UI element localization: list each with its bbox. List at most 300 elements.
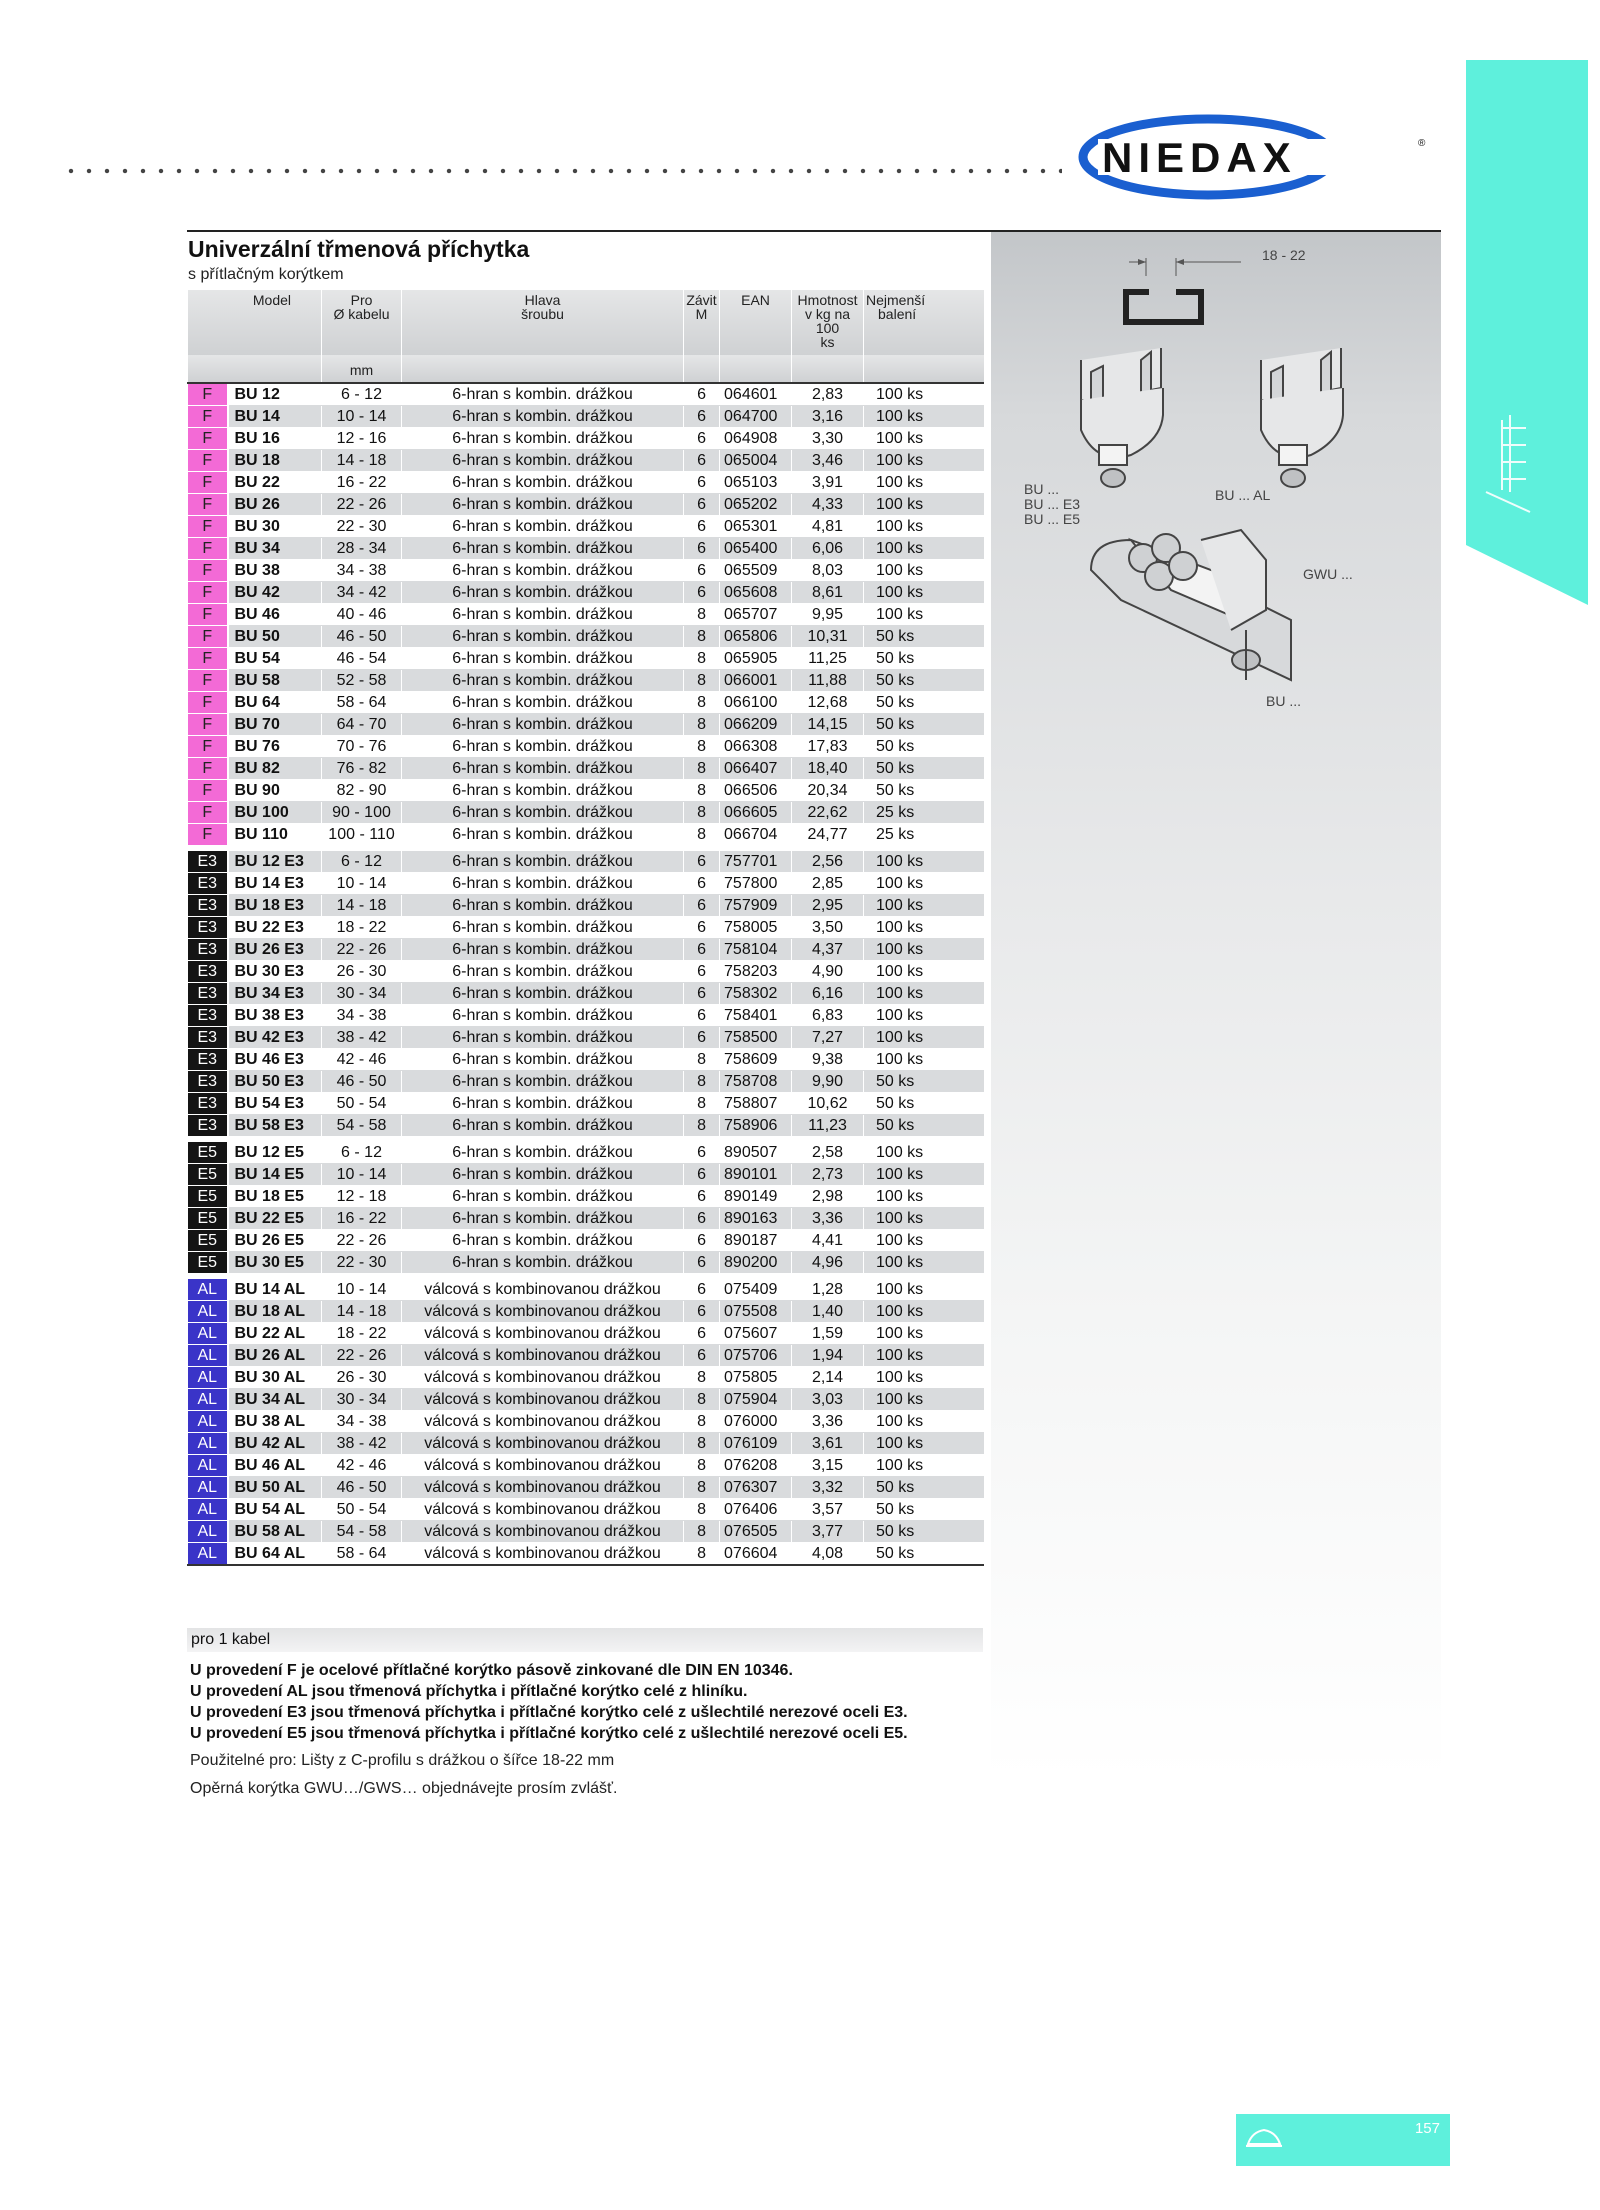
kabel-cell: 10 - 14	[322, 873, 402, 895]
hmotnost-cell: 3,36	[792, 1411, 864, 1433]
baleni-cell: 25 ks	[864, 824, 984, 849]
baleni-cell: 100 ks	[864, 848, 984, 873]
baleni-cell: 50 ks	[864, 1071, 984, 1093]
kabel-cell: 14 - 18	[322, 450, 402, 472]
zavit-cell: 6	[684, 406, 720, 428]
kabel-cell: 70 - 76	[322, 736, 402, 758]
ean-cell: 065608	[720, 582, 792, 604]
baleni-cell: 100 ks	[864, 983, 984, 1005]
hmotnost-cell: 2,58	[792, 1139, 864, 1164]
zavit-cell: 6	[684, 1164, 720, 1186]
hlava-cell: 6-hran s kombin. drážkou	[402, 1027, 684, 1049]
ean-cell: 066407	[720, 758, 792, 780]
ean-cell: 890187	[720, 1230, 792, 1252]
zavit-cell: 8	[684, 1049, 720, 1071]
hlava-cell: 6-hran s kombin. drážkou	[402, 736, 684, 758]
model-cell: BU 12	[228, 383, 322, 406]
order-note: Opěrná korýtka GWU…/GWS… objednávejte prosím zvlášť.	[190, 1780, 618, 1797]
hmotnost-cell: 3,15	[792, 1455, 864, 1477]
ean-cell: 075904	[720, 1389, 792, 1411]
variant-badge: E5	[188, 1186, 228, 1208]
hmotnost-cell: 4,90	[792, 961, 864, 983]
variant-badge: E5	[188, 1208, 228, 1230]
table-row	[188, 1411, 984, 1433]
baleni-cell: 100 ks	[864, 1252, 984, 1277]
variant-badge: F	[188, 626, 228, 648]
model-cell: BU 38 E3	[228, 1005, 322, 1027]
ean-cell: 066605	[720, 802, 792, 824]
kabel-cell: 16 - 22	[322, 472, 402, 494]
table-row	[188, 1433, 984, 1455]
hlava-cell: 6-hran s kombin. drážkou	[402, 494, 684, 516]
variant-badge: AL	[188, 1433, 228, 1455]
note-e5: U provedení E5 jsou třmenová příchytka i přítlačné korýtko celé z ušlechtilé nerezové oceli E5.	[190, 1725, 908, 1742]
model-cell: BU 14 E5	[228, 1164, 322, 1186]
kabel-cell: 46 - 50	[322, 1071, 402, 1093]
model-cell: BU 22 E3	[228, 917, 322, 939]
table-row	[188, 648, 984, 670]
ean-cell: 066100	[720, 692, 792, 714]
table-row	[188, 802, 984, 824]
baleni-cell: 100 ks	[864, 428, 984, 450]
hmotnost-cell: 3,57	[792, 1499, 864, 1521]
model-cell: BU 18 AL	[228, 1301, 322, 1323]
variant-badge: AL	[188, 1323, 228, 1345]
table-row	[188, 1367, 984, 1389]
table-row	[188, 472, 984, 494]
table-row	[188, 1252, 984, 1277]
zavit-cell: 8	[684, 1367, 720, 1389]
zavit-cell: 8	[684, 1115, 720, 1140]
zavit-cell: 8	[684, 1521, 720, 1543]
zavit-cell: 6	[684, 1005, 720, 1027]
kabel-cell: 54 - 58	[322, 1115, 402, 1140]
zavit-cell: 8	[684, 824, 720, 849]
table-row	[188, 670, 984, 692]
baleni-cell: 100 ks	[864, 1323, 984, 1345]
hlava-cell: 6-hran s kombin. drážkou	[402, 626, 684, 648]
zavit-cell: 8	[684, 758, 720, 780]
model-cell: BU 64	[228, 692, 322, 714]
hlava-cell: 6-hran s kombin. drážkou	[402, 648, 684, 670]
ean-cell: 076307	[720, 1477, 792, 1499]
model-cell: BU 22	[228, 472, 322, 494]
variant-badge: F	[188, 714, 228, 736]
model-cell: BU 58	[228, 670, 322, 692]
hlava-cell: 6-hran s kombin. drážkou	[402, 848, 684, 873]
variant-badge: F	[188, 560, 228, 582]
kabel-cell: 58 - 64	[322, 1543, 402, 1566]
hlava-cell: 6-hran s kombin. drážkou	[402, 1208, 684, 1230]
baleni-cell: 100 ks	[864, 1027, 984, 1049]
model-cell: BU 42 E3	[228, 1027, 322, 1049]
dotted-rule	[62, 168, 1062, 174]
model-cell: BU 54 E3	[228, 1093, 322, 1115]
hmotnost-cell: 4,41	[792, 1230, 864, 1252]
model-cell: BU 90	[228, 780, 322, 802]
kabel-cell: 90 - 100	[322, 802, 402, 824]
baleni-cell: 50 ks	[864, 1115, 984, 1140]
zavit-cell: 8	[684, 692, 720, 714]
kabel-cell: 46 - 54	[322, 648, 402, 670]
table-row	[188, 939, 984, 961]
hmotnost-cell: 2,83	[792, 383, 864, 406]
model-cell: BU 14 E3	[228, 873, 322, 895]
header-model: Model	[188, 290, 322, 355]
kabel-cell: 50 - 54	[322, 1499, 402, 1521]
kabel-cell: 22 - 30	[322, 1252, 402, 1277]
ean-cell: 075607	[720, 1323, 792, 1345]
model-cell: BU 50 E3	[228, 1071, 322, 1093]
baleni-cell: 50 ks	[864, 1521, 984, 1543]
ean-cell: 757800	[720, 873, 792, 895]
baleni-cell: 50 ks	[864, 1093, 984, 1115]
tray-icon	[1244, 2124, 1284, 2154]
ean-cell: 076604	[720, 1543, 792, 1566]
variant-badge: F	[188, 428, 228, 450]
hmotnost-cell: 3,91	[792, 472, 864, 494]
hmotnost-cell: 12,68	[792, 692, 864, 714]
ean-cell: 076109	[720, 1433, 792, 1455]
header-ean: EAN	[720, 290, 792, 355]
side-tab	[1466, 60, 1588, 605]
hlava-cell: 6-hran s kombin. drážkou	[402, 1230, 684, 1252]
ean-cell: 065806	[720, 626, 792, 648]
hmotnost-cell: 4,33	[792, 494, 864, 516]
hmotnost-cell: 3,36	[792, 1208, 864, 1230]
table-footer-label: pro 1 kabel	[187, 1628, 983, 1652]
zavit-cell: 8	[684, 1477, 720, 1499]
table-row	[188, 1027, 984, 1049]
niedax-logo	[1078, 112, 1438, 202]
notes	[190, 1660, 908, 1744]
table-row	[188, 1049, 984, 1071]
hlava-cell: 6-hran s kombin. drážkou	[402, 983, 684, 1005]
model-cell: BU 54 AL	[228, 1499, 322, 1521]
baleni-cell: 100 ks	[864, 538, 984, 560]
model-cell: BU 76	[228, 736, 322, 758]
hlava-cell: 6-hran s kombin. drážkou	[402, 560, 684, 582]
table-row	[188, 1389, 984, 1411]
hlava-cell: 6-hran s kombin. drážkou	[402, 895, 684, 917]
table-row	[188, 917, 984, 939]
table-row	[188, 538, 984, 560]
label-gwu: GWU ...	[1303, 566, 1353, 582]
table-row	[188, 1139, 984, 1164]
ean-cell: 076000	[720, 1411, 792, 1433]
ean-cell: 064601	[720, 383, 792, 406]
table-row	[188, 736, 984, 758]
baleni-cell: 50 ks	[864, 1543, 984, 1566]
zavit-cell: 6	[684, 516, 720, 538]
table-row	[188, 1455, 984, 1477]
model-cell: BU 30	[228, 516, 322, 538]
zavit-cell: 6	[684, 961, 720, 983]
model-cell: BU 54	[228, 648, 322, 670]
hmotnost-cell: 9,90	[792, 1071, 864, 1093]
variant-badge: F	[188, 494, 228, 516]
kabel-cell: 22 - 26	[322, 1230, 402, 1252]
note-al: U provedení AL jsou třmenová příchytka i přítlačné korýtko celé z hliníku.	[190, 1683, 748, 1700]
svg-text:NIEDAX: NIEDAX	[1102, 134, 1297, 181]
hlava-cell: válcová s kombinovanou drážkou	[402, 1455, 684, 1477]
hmotnost-cell: 9,38	[792, 1049, 864, 1071]
model-cell: BU 50 AL	[228, 1477, 322, 1499]
zavit-cell: 8	[684, 626, 720, 648]
baleni-cell: 100 ks	[864, 1367, 984, 1389]
hlava-cell: 6-hran s kombin. drážkou	[402, 961, 684, 983]
table-row	[188, 516, 984, 538]
ean-cell: 064908	[720, 428, 792, 450]
hmotnost-cell: 3,77	[792, 1521, 864, 1543]
hmotnost-cell: 3,32	[792, 1477, 864, 1499]
baleni-cell: 100 ks	[864, 406, 984, 428]
hlava-cell: 6-hran s kombin. drážkou	[402, 428, 684, 450]
ean-cell: 066209	[720, 714, 792, 736]
note-f: U provedení F je ocelové přítlačné korýtko pásově zinkované dle DIN EN 10346.	[190, 1662, 793, 1679]
hlava-cell: válcová s kombinovanou drážkou	[402, 1389, 684, 1411]
model-cell: BU 42 AL	[228, 1433, 322, 1455]
ean-cell: 757909	[720, 895, 792, 917]
hlava-cell: válcová s kombinovanou drážkou	[402, 1345, 684, 1367]
hlava-cell: válcová s kombinovanou drážkou	[402, 1543, 684, 1566]
hmotnost-cell: 2,98	[792, 1186, 864, 1208]
zavit-cell: 8	[684, 1543, 720, 1566]
kabel-cell: 16 - 22	[322, 1208, 402, 1230]
hlava-cell: válcová s kombinovanou drážkou	[402, 1301, 684, 1323]
baleni-cell: 50 ks	[864, 1477, 984, 1499]
hmotnost-cell: 8,03	[792, 560, 864, 582]
variant-badge: E3	[188, 895, 228, 917]
variant-badge: E3	[188, 1115, 228, 1140]
hlava-cell: válcová s kombinovanou drážkou	[402, 1499, 684, 1521]
model-cell: BU 16	[228, 428, 322, 450]
kabel-cell: 12 - 18	[322, 1186, 402, 1208]
baleni-cell: 50 ks	[864, 626, 984, 648]
ean-cell: 065103	[720, 472, 792, 494]
hmotnost-cell: 2,56	[792, 848, 864, 873]
table-row	[188, 626, 984, 648]
kabel-cell: 34 - 38	[322, 1411, 402, 1433]
hmotnost-cell: 24,77	[792, 824, 864, 849]
table-row	[188, 1499, 984, 1521]
table-row	[188, 758, 984, 780]
hmotnost-cell: 4,08	[792, 1543, 864, 1566]
table-row	[188, 450, 984, 472]
table-row	[188, 848, 984, 873]
page-number-box	[1236, 2114, 1450, 2166]
zavit-cell: 6	[684, 1139, 720, 1164]
hmotnost-cell: 20,34	[792, 780, 864, 802]
baleni-cell: 100 ks	[864, 1345, 984, 1367]
ean-cell: 758104	[720, 939, 792, 961]
hmotnost-cell: 3,61	[792, 1433, 864, 1455]
hmotnost-cell: 3,46	[792, 450, 864, 472]
hlava-cell: 6-hran s kombin. drážkou	[402, 1252, 684, 1277]
zavit-cell: 6	[684, 1323, 720, 1345]
variant-badge: AL	[188, 1455, 228, 1477]
table-row	[188, 406, 984, 428]
table-row	[188, 1345, 984, 1367]
variant-badge: F	[188, 472, 228, 494]
hlava-cell: 6-hran s kombin. drážkou	[402, 670, 684, 692]
variant-badge: AL	[188, 1411, 228, 1433]
hlava-cell: 6-hran s kombin. drážkou	[402, 516, 684, 538]
ean-cell: 064700	[720, 406, 792, 428]
page-subtitle: s přítlačným korýtkem	[188, 266, 344, 283]
zavit-cell: 6	[684, 1186, 720, 1208]
variant-badge: E5	[188, 1230, 228, 1252]
hmotnost-cell: 7,27	[792, 1027, 864, 1049]
ean-cell: 075508	[720, 1301, 792, 1323]
hmotnost-cell: 4,37	[792, 939, 864, 961]
ean-cell: 758609	[720, 1049, 792, 1071]
kabel-cell: 28 - 34	[322, 538, 402, 560]
kabel-cell: 6 - 12	[322, 383, 402, 406]
hlava-cell: 6-hran s kombin. drážkou	[402, 1115, 684, 1140]
variant-badge: AL	[188, 1389, 228, 1411]
model-cell: BU 64 AL	[228, 1543, 322, 1566]
model-cell: BU 42	[228, 582, 322, 604]
model-cell: BU 18 E5	[228, 1186, 322, 1208]
hmotnost-cell: 2,85	[792, 873, 864, 895]
baleni-cell: 100 ks	[864, 516, 984, 538]
baleni-cell: 100 ks	[864, 939, 984, 961]
variant-badge: AL	[188, 1477, 228, 1499]
variant-badge: E3	[188, 848, 228, 873]
variant-badge: F	[188, 516, 228, 538]
hmotnost-cell: 3,30	[792, 428, 864, 450]
zavit-cell: 6	[684, 560, 720, 582]
baleni-cell: 100 ks	[864, 1455, 984, 1477]
ean-cell: 758005	[720, 917, 792, 939]
table-row	[188, 1521, 984, 1543]
hmotnost-cell: 1,28	[792, 1276, 864, 1301]
model-cell: BU 46 AL	[228, 1455, 322, 1477]
ean-cell: 065004	[720, 450, 792, 472]
hlava-cell: 6-hran s kombin. drážkou	[402, 1093, 684, 1115]
kabel-cell: 26 - 30	[322, 961, 402, 983]
zavit-cell: 8	[684, 736, 720, 758]
model-cell: BU 34 E3	[228, 983, 322, 1005]
zavit-cell: 6	[684, 917, 720, 939]
ean-cell: 076208	[720, 1455, 792, 1477]
baleni-cell: 25 ks	[864, 802, 984, 824]
ean-cell: 065301	[720, 516, 792, 538]
kabel-cell: 100 - 110	[322, 824, 402, 849]
kabel-cell: 38 - 42	[322, 1433, 402, 1455]
ean-cell: 076406	[720, 1499, 792, 1521]
zavit-cell: 8	[684, 1071, 720, 1093]
header-hlava: Hlava šroubu	[402, 290, 684, 355]
hmotnost-cell: 10,31	[792, 626, 864, 648]
kabel-cell: 10 - 14	[322, 1164, 402, 1186]
ean-cell: 758807	[720, 1093, 792, 1115]
kabel-cell: 46 - 50	[322, 626, 402, 648]
variant-badge: AL	[188, 1521, 228, 1543]
hmotnost-cell: 1,40	[792, 1301, 864, 1323]
kabel-cell: 6 - 12	[322, 1139, 402, 1164]
variant-badge: F	[188, 780, 228, 802]
table-row	[188, 1543, 984, 1566]
hmotnost-cell: 3,50	[792, 917, 864, 939]
baleni-cell: 100 ks	[864, 1301, 984, 1323]
baleni-cell: 100 ks	[864, 1208, 984, 1230]
header-baleni: Nejmenší balení	[864, 290, 984, 355]
page-number: 157	[1414, 2120, 1440, 2137]
kabel-cell: 50 - 54	[322, 1093, 402, 1115]
ean-cell: 758906	[720, 1115, 792, 1140]
kabel-cell: 34 - 38	[322, 1005, 402, 1027]
model-cell: BU 30 E5	[228, 1252, 322, 1277]
zavit-cell: 8	[684, 1433, 720, 1455]
table-row	[188, 895, 984, 917]
baleni-cell: 100 ks	[864, 560, 984, 582]
model-cell: BU 30 E3	[228, 961, 322, 983]
kabel-cell: 30 - 34	[322, 983, 402, 1005]
label-bu-al: BU ... AL	[1215, 487, 1271, 503]
variant-badge: E5	[188, 1139, 228, 1164]
variant-badge: F	[188, 383, 228, 406]
hmotnost-cell: 2,14	[792, 1367, 864, 1389]
table-row	[188, 961, 984, 983]
table-row	[188, 1093, 984, 1115]
hlava-cell: 6-hran s kombin. drážkou	[402, 939, 684, 961]
model-cell: BU 46 E3	[228, 1049, 322, 1071]
ean-cell: 076505	[720, 1521, 792, 1543]
zavit-cell: 6	[684, 1208, 720, 1230]
baleni-cell: 100 ks	[864, 1164, 984, 1186]
hmotnost-cell: 22,62	[792, 802, 864, 824]
baleni-cell: 100 ks	[864, 961, 984, 983]
header-kabel: Pro Ø kabelu	[322, 290, 402, 355]
baleni-cell: 100 ks	[864, 917, 984, 939]
kabel-cell: 40 - 46	[322, 604, 402, 626]
variant-badge: E3	[188, 1049, 228, 1071]
ean-cell: 075706	[720, 1345, 792, 1367]
variant-badge: AL	[188, 1345, 228, 1367]
variant-badge: F	[188, 670, 228, 692]
baleni-cell: 50 ks	[864, 1499, 984, 1521]
table-row	[188, 1071, 984, 1093]
zavit-cell: 8	[684, 1411, 720, 1433]
zavit-cell: 6	[684, 582, 720, 604]
zavit-cell: 8	[684, 1093, 720, 1115]
zavit-cell: 6	[684, 1301, 720, 1323]
table-row	[188, 383, 984, 406]
hlava-cell: 6-hran s kombin. drážkou	[402, 714, 684, 736]
hmotnost-cell: 1,59	[792, 1323, 864, 1345]
ean-cell: 758500	[720, 1027, 792, 1049]
ean-cell: 758708	[720, 1071, 792, 1093]
kabel-cell: 42 - 46	[322, 1455, 402, 1477]
hlava-cell: 6-hran s kombin. drážkou	[402, 758, 684, 780]
zavit-cell: 6	[684, 848, 720, 873]
kabel-cell: 52 - 58	[322, 670, 402, 692]
hmotnost-cell: 4,96	[792, 1252, 864, 1277]
baleni-cell: 50 ks	[864, 648, 984, 670]
table-row	[188, 824, 984, 849]
model-cell: BU 34	[228, 538, 322, 560]
zavit-cell: 8	[684, 1499, 720, 1521]
kabel-cell: 42 - 46	[322, 1049, 402, 1071]
kabel-cell: 14 - 18	[322, 1301, 402, 1323]
kabel-cell: 22 - 30	[322, 516, 402, 538]
hlava-cell: válcová s kombinovanou drážkou	[402, 1323, 684, 1345]
zavit-cell: 8	[684, 1455, 720, 1477]
header-zavit: Závit M	[684, 290, 720, 355]
variant-badge: E3	[188, 1027, 228, 1049]
